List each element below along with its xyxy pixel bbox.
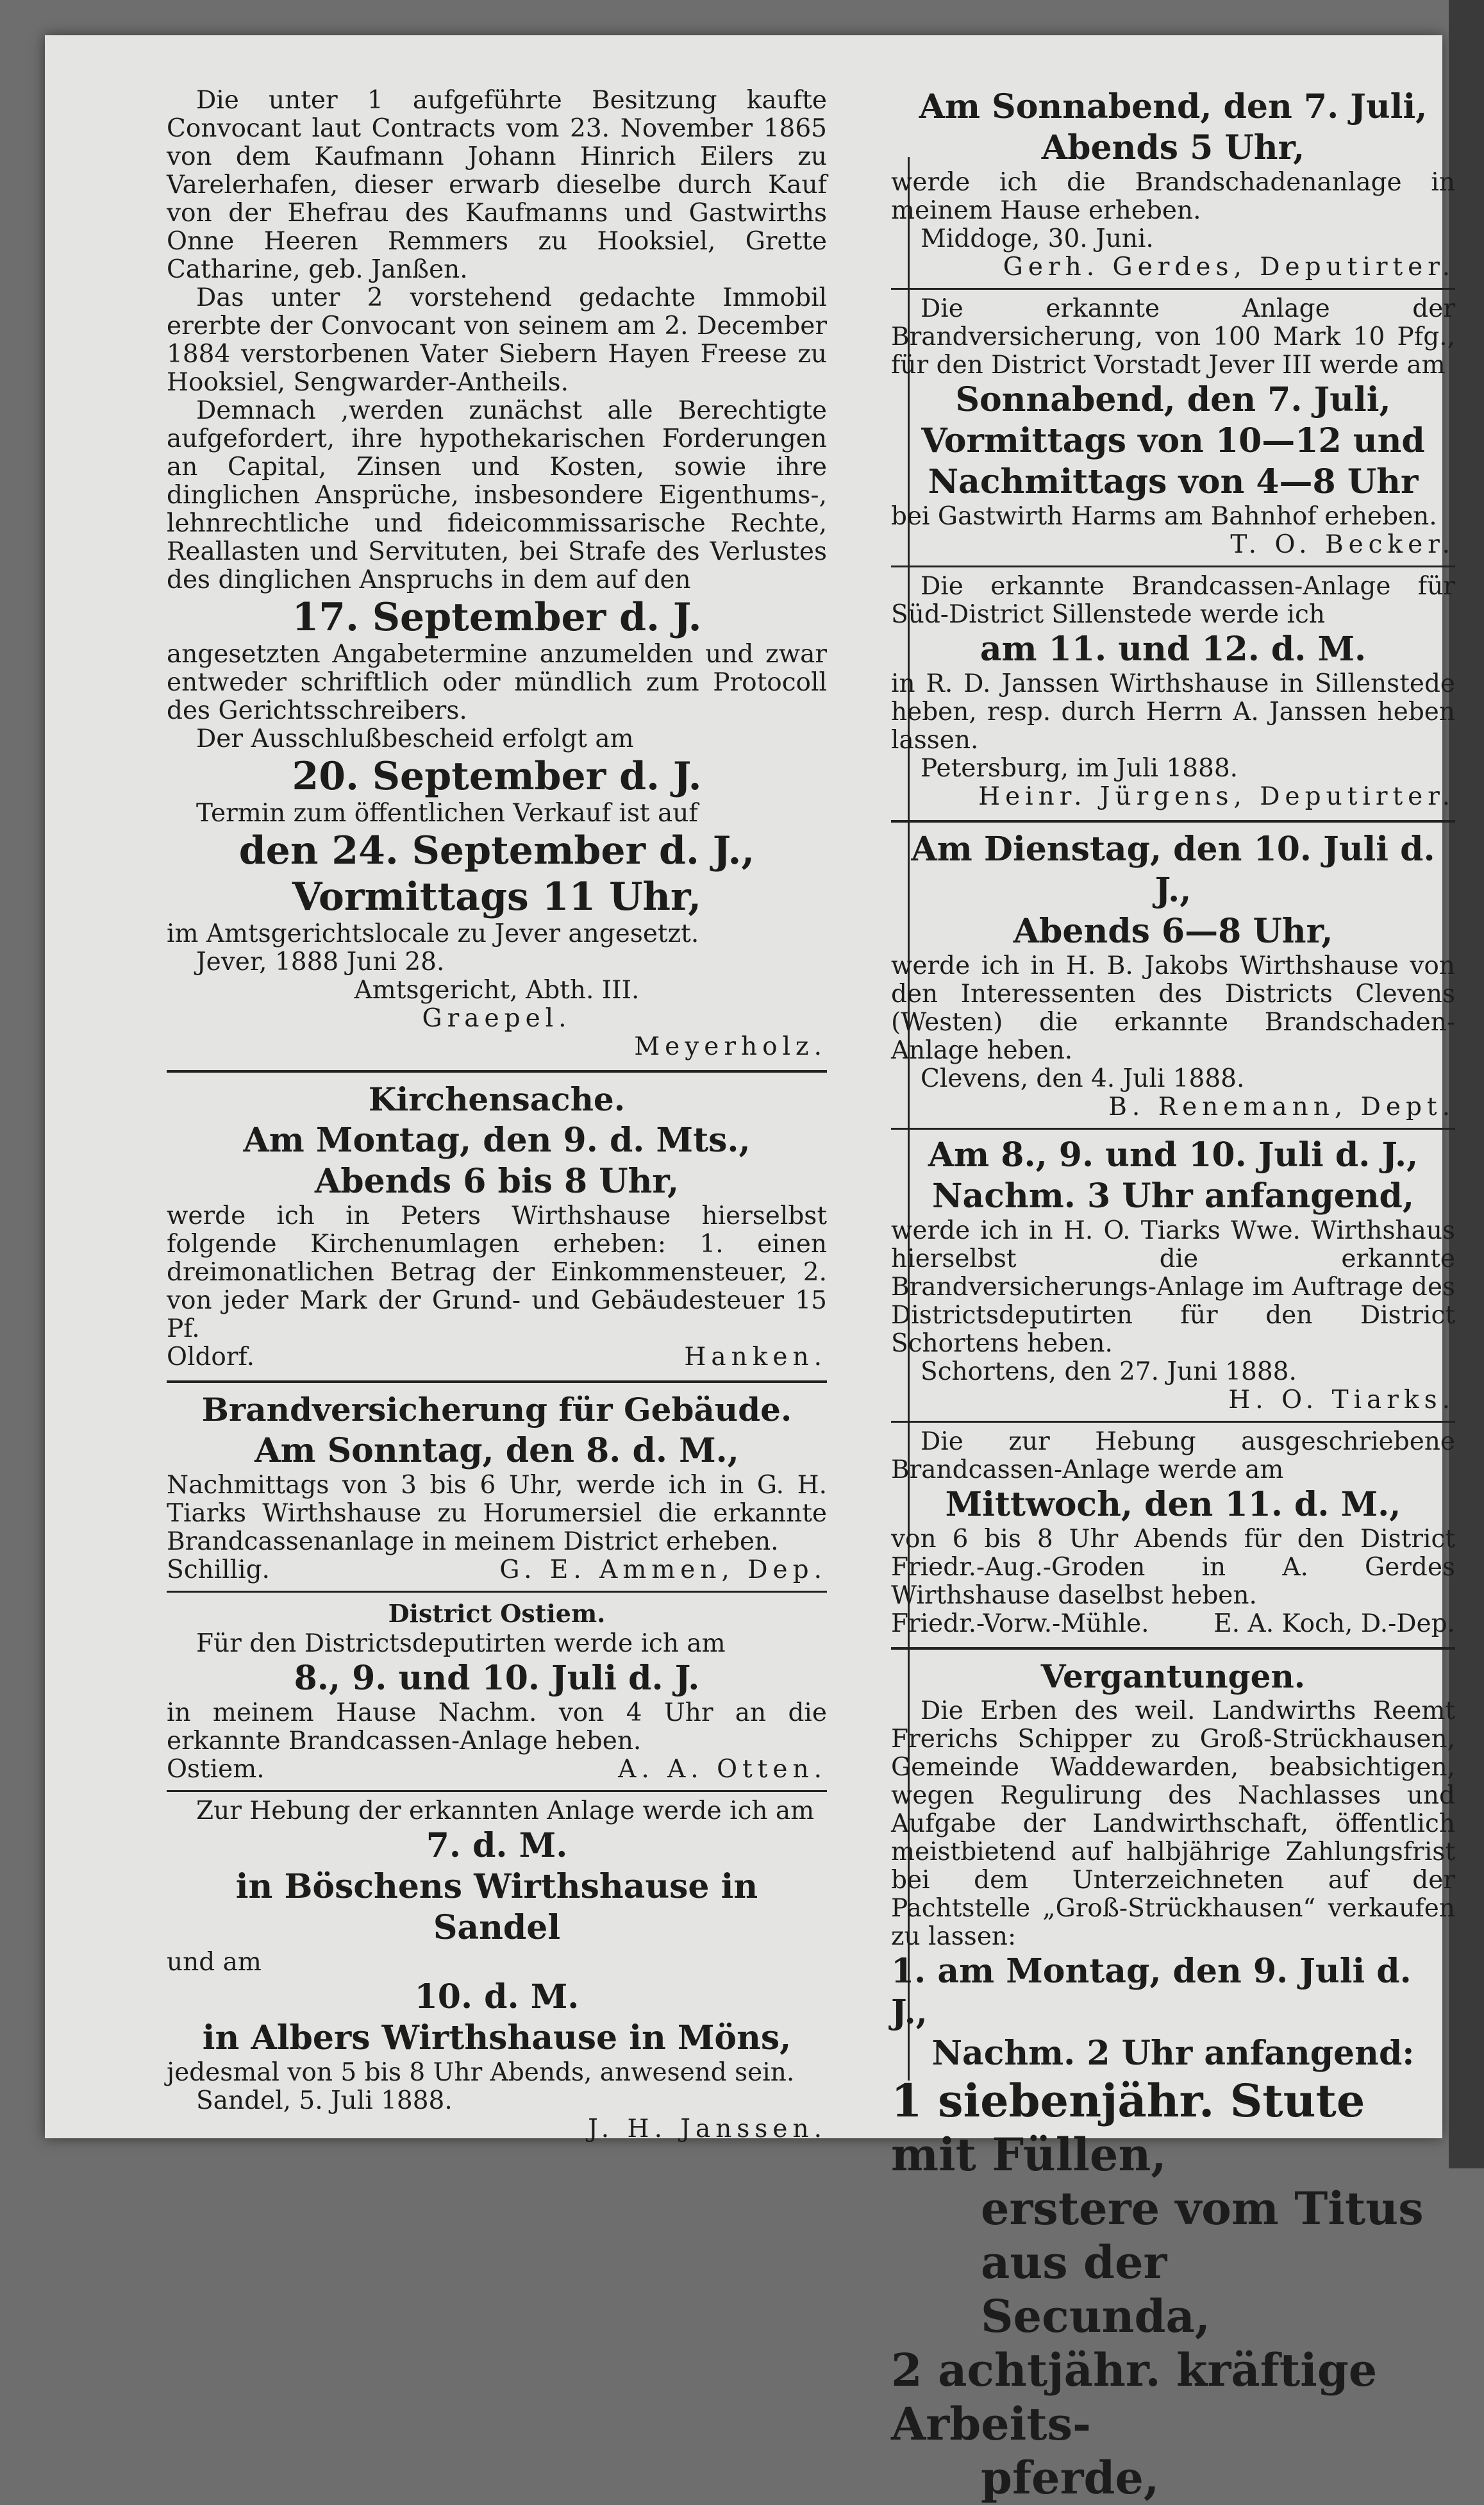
divider bbox=[891, 1421, 1455, 1423]
date-heading: Vormittags von 10—12 und Nachmittags von 4—8 Uhr bbox=[921, 421, 1425, 501]
divider bbox=[891, 820, 1455, 823]
date-heading: Am Sonntag, den 8. d. M., bbox=[254, 1431, 739, 1470]
paragraph: werde ich die Brandschadenanlage in meinem Hause erheben. bbox=[891, 168, 1455, 225]
signature: E. A. Koch, D.-Dep. bbox=[1213, 1609, 1455, 1638]
section-heading: Brandversicherung für Gebäude. bbox=[201, 1391, 792, 1428]
paragraph: jedesmal von 5 bis 8 Uhr Abends, anwesend sein. bbox=[167, 2058, 795, 2087]
date-heading: Mittwoch, den 11. d. M., bbox=[945, 1485, 1401, 1524]
paragraph: Nachmittags von 3 bis 6 Uhr, werde ich in G. H. Tiarks Wirthshause zu Horumersiel die erkannte Brandcassenanlage in meinem District erheben. bbox=[167, 1471, 827, 1556]
paragraph: Demnach ,werden zunächst alle Berechtigte aufgefordert, ihre hypothekarischen Forderungen an Capital, Zinsen und Kosten, sowie ihre dinglichen Ansprüche, insbesondere Eigenthums-, lehnrechtliche und fideicommissarische Rechte, Reallasten und Servituten, bei Strafe des Verlustes des dinglichen Anspruchs in dem auf den bbox=[167, 396, 827, 594]
divider bbox=[891, 566, 1455, 567]
paragraph: bei Gastwirth Harms am Bahnhof erheben. bbox=[891, 502, 1437, 531]
place-date: Jever, 1888 Juni 28. bbox=[196, 948, 445, 976]
date-heading: 8., 9. und 10. Juli d. J. bbox=[294, 1659, 700, 1698]
paragraph: werde ich in Peters Wirthshause hierselbst folgende Kirchenumlagen erheben: 1. einen dreimonatlichen Betrag der Einkommensteuer, 2. von jeder Mark der Grund- und Gebäudesteuer 15 Pf. bbox=[167, 1202, 827, 1343]
place: Schillig. bbox=[167, 1555, 270, 1584]
paragraph: Die erkannte Brandcassen-Anlage für Süd-District Sillenstede werde ich bbox=[891, 572, 1455, 629]
signature-row bbox=[167, 1556, 827, 1584]
signature: A. A. Otten. bbox=[618, 1755, 827, 1784]
list-item: erstere vom Titus aus der bbox=[981, 2182, 1424, 2289]
date-heading: 10. d. M. bbox=[414, 1977, 579, 2016]
authority: Amtsgericht, Abth. III. bbox=[354, 976, 640, 1005]
divider bbox=[167, 1591, 827, 1593]
right-column bbox=[891, 87, 1455, 2505]
paragraph: Termin zum öffentlichen Verkauf ist auf bbox=[196, 799, 698, 828]
paragraph: Der Ausschlußbescheid erfolgt am bbox=[196, 725, 634, 753]
date-heading: am 11. und 12. d. M. bbox=[980, 630, 1367, 669]
place: Ostiem. bbox=[167, 1755, 265, 1784]
signature: Hanken. bbox=[684, 1343, 827, 1371]
date-heading: 7. d. M. bbox=[426, 1826, 568, 1865]
place-date: Schortens, den 27. Juni 1888. bbox=[921, 1357, 1297, 1386]
location-heading: in Albers Wirthshause in Möns, bbox=[202, 2018, 792, 2057]
place: Oldorf. bbox=[167, 1343, 254, 1371]
date-heading: Am 8., 9. und 10. Juli d. J., bbox=[928, 1135, 1419, 1175]
paragraph: Das unter 2 vorstehend gedachte Immobil ererbte der Convocant von seinem am 2. December 1884 verstorbenen Vater Siebern Hayen Freese zu Hooksiel, Sengwarder-Antheils. bbox=[167, 283, 827, 397]
left-column bbox=[167, 87, 827, 2143]
paragraph: und am bbox=[167, 1948, 262, 1977]
section-heading: District Ostiem. bbox=[388, 1599, 606, 1628]
signature: Gerh. Gerdes, Deputirter. bbox=[1003, 253, 1455, 281]
date-heading: 20. September d. J. bbox=[292, 754, 702, 799]
paragraph: Die Erben des weil. Landwirths Reemt Frerichs Schipper zu Groß-Strückhausen, Gemeinde Waddewarden, beabsichtigen, wegen Regulirung des Nachlasses und Aufgabe der Landwirthschaft, öffentlich meistbietend auf halbjährige Zahlungsfrist bei dem Unterzeichneten auf der Pachtstelle „Groß-Strückhausen“ verkaufen zu lassen: bbox=[891, 1697, 1455, 1951]
list-item: 2 achtjähr. kräftige Arbeits- bbox=[891, 2343, 1378, 2451]
date-heading: Abends 5 Uhr, bbox=[1041, 128, 1305, 167]
signature: H. O. Tiarks. bbox=[1228, 1386, 1455, 1414]
paragraph: Die zur Hebung ausgeschriebene Brandcassen-Anlage werde am bbox=[891, 1427, 1455, 1484]
divider bbox=[891, 1128, 1455, 1130]
date-heading: den 24. September d. J., bbox=[238, 828, 755, 873]
date-heading: Vormittags 11 Uhr, bbox=[292, 875, 702, 919]
date-heading: 17. September d. J. bbox=[292, 595, 702, 640]
signature-row bbox=[167, 1343, 827, 1371]
paragraph: werde ich in H. B. Jakobs Wirthshause von den Interessenten des Districts Clevens (Westen) die erkannte Brandschaden-Anlage heben. bbox=[891, 951, 1455, 1065]
paragraph: Zur Hebung der erkannten Anlage werde ich am bbox=[196, 1797, 815, 1825]
list-item: 1. am Montag, den 9. Juli d. J., bbox=[891, 1952, 1412, 2032]
place-date: Sandel, 5. Juli 1888. bbox=[196, 2086, 453, 2115]
paragraph: von 6 bis 8 Uhr Abends für den District Friedr.-Aug.-Groden in A. Gerdes Wirthshause daselbst heben. bbox=[891, 1525, 1455, 1610]
list-item: 1 siebenjähr. Stute mit Füllen, bbox=[891, 2074, 1365, 2181]
list-item: pferde, bbox=[981, 2451, 1160, 2504]
date-heading: Abends 6—8 Uhr, bbox=[1013, 912, 1333, 951]
list-item: Secunda, bbox=[981, 2290, 1211, 2343]
list-item: Nachm. 2 Uhr anfangend: bbox=[931, 2034, 1415, 2073]
paragraph: Für den Districtsdeputirten werde ich am bbox=[196, 1629, 726, 1658]
paragraph: angesetzten Angabetermine anzumelden und zwar entweder schriftlich oder mündlich zum Protocoll des Gerichtsschreibers. bbox=[167, 640, 827, 725]
place: Friedr.-Vorw.-Mühle. bbox=[891, 1609, 1149, 1638]
place-date: Middoge, 30. Juni. bbox=[921, 224, 1154, 253]
divider bbox=[167, 1070, 827, 1073]
date-heading: Am Dienstag, den 10. Juli d. J., bbox=[911, 830, 1435, 910]
paragraph: in meinem Hause Nachm. von 4 Uhr an die erkannte Brandcassen-Anlage heben. bbox=[167, 1698, 827, 1755]
signature: B. Renemann, Dept. bbox=[1108, 1093, 1455, 1121]
signature-row bbox=[891, 1610, 1455, 1638]
date-heading: Am Montag, den 9. d. Mts., bbox=[243, 1121, 751, 1160]
place-date: Petersburg, im Juli 1888. bbox=[921, 754, 1238, 783]
place-date: Clevens, den 4. Juli 1888. bbox=[921, 1064, 1245, 1093]
signature: Meyerholz. bbox=[634, 1032, 827, 1061]
signature: T. O. Becker. bbox=[1230, 530, 1455, 559]
paragraph: in R. D. Janssen Wirthshause in Sillenstede heben, resp. durch Herrn A. Janssen heben lassen. bbox=[891, 669, 1455, 755]
signature: G. E. Ammen, Dep. bbox=[499, 1555, 827, 1584]
paragraph: im Amtsgerichtslocale zu Jever angesetzt. bbox=[167, 919, 699, 948]
divider bbox=[891, 288, 1455, 290]
paragraph: Die erkannte Anlage der Brandversicherung, von 100 Mark 10 Pfg., für den District Vorstadt Jever III werde am bbox=[891, 294, 1455, 380]
signature: Heinr. Jürgens, Deputirter. bbox=[978, 782, 1455, 811]
date-heading: Nachm. 3 Uhr anfangend, bbox=[932, 1177, 1414, 1216]
divider bbox=[167, 1790, 827, 1792]
signature: Graepel. bbox=[422, 1004, 572, 1033]
date-heading: Sonnabend, den 7. Juli, bbox=[955, 380, 1391, 419]
divider bbox=[891, 1647, 1455, 1650]
location-heading: in Böschens Wirthshause in Sandel bbox=[235, 1867, 758, 1947]
section-heading: Kirchensache. bbox=[368, 1080, 626, 1118]
paragraph: Die unter 1 aufgeführte Besitzung kaufte Convocant laut Contracts vom 23. November 1865 von dem Kaufmann Johann Hinrich Eilers zu Varelerhafen, dieser erwarb dieselbe durch Kauf von der Ehefrau des Kaufmanns und Gastwirths Onne Heeren Remmers zu Hooksiel, Grette Catharine, geb. Janßen. bbox=[167, 86, 827, 284]
signature: J. H. Janssen. bbox=[588, 2115, 827, 2143]
divider bbox=[167, 1380, 827, 1383]
date-heading: Am Sonnabend, den 7. Juli, bbox=[919, 87, 1428, 126]
section-heading: Vergantungen. bbox=[1040, 1657, 1306, 1695]
paragraph: werde ich in H. O. Tiarks Wwe. Wirthshaus hierselbst die erkannte Brandversicherungs-Anlage im Auftrage des Districtsdeputirten für den District Schortens heben. bbox=[891, 1216, 1455, 1358]
signature-row bbox=[167, 1755, 827, 1784]
date-heading: Abends 6 bis 8 Uhr, bbox=[314, 1162, 679, 1201]
